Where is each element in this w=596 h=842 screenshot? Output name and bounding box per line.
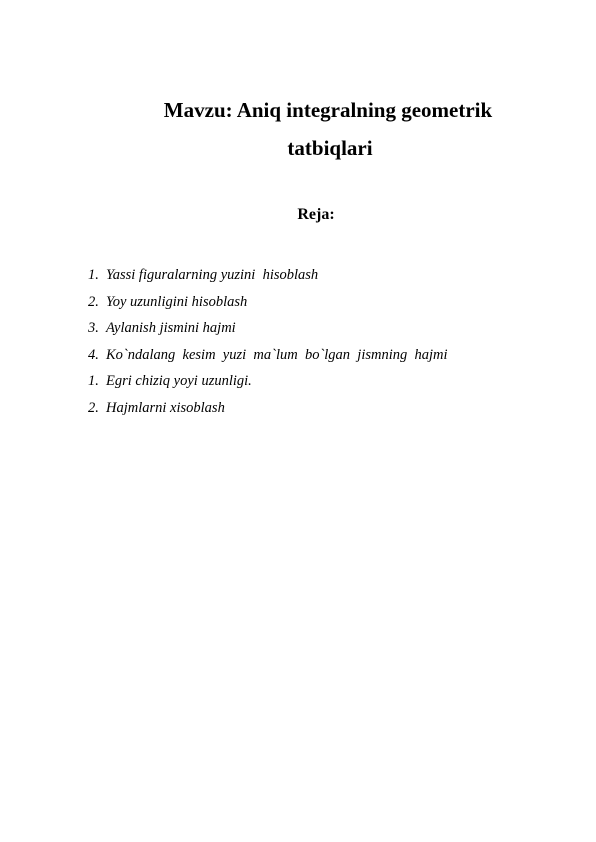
- plan-item: [88, 368, 448, 395]
- plan-item-number: 4.: [88, 346, 99, 363]
- plan-item: [88, 395, 448, 422]
- plan-item-text: Yoy uzunligini hisoblash: [106, 293, 248, 310]
- plan-list: [88, 262, 448, 421]
- plan-item-text: Aylanish jismini hajmi: [106, 320, 236, 336]
- plan-item-number: 1.: [88, 373, 99, 389]
- plan-item-text: Hajmlarni xisoblash: [106, 399, 225, 416]
- plan-item-text: Egri chiziq yoyi uzunligi.: [106, 373, 252, 389]
- plan-item: [88, 342, 448, 369]
- plan-item-number: 3.: [88, 320, 99, 336]
- plan-item-text: Yassi figuralarning yuzini hisoblash: [106, 267, 319, 283]
- plan-item-number: 1.: [88, 267, 99, 283]
- plan-item: [88, 315, 448, 342]
- page-title-line-1: Mavzu: Aniq integralning geometrik: [163, 98, 493, 122]
- page-title-line-2: tatbiqlari: [287, 136, 373, 160]
- plan-item-number: 2.: [88, 293, 99, 310]
- plan-item-number: 2.: [88, 399, 99, 416]
- plan-item: [88, 262, 448, 289]
- plan-heading: Reja:: [297, 206, 335, 223]
- plan-item-text: Ko`ndalang kesim yuzi ma`lum bo`lgan jismning hajmi: [106, 346, 448, 363]
- plan-item: [88, 289, 448, 316]
